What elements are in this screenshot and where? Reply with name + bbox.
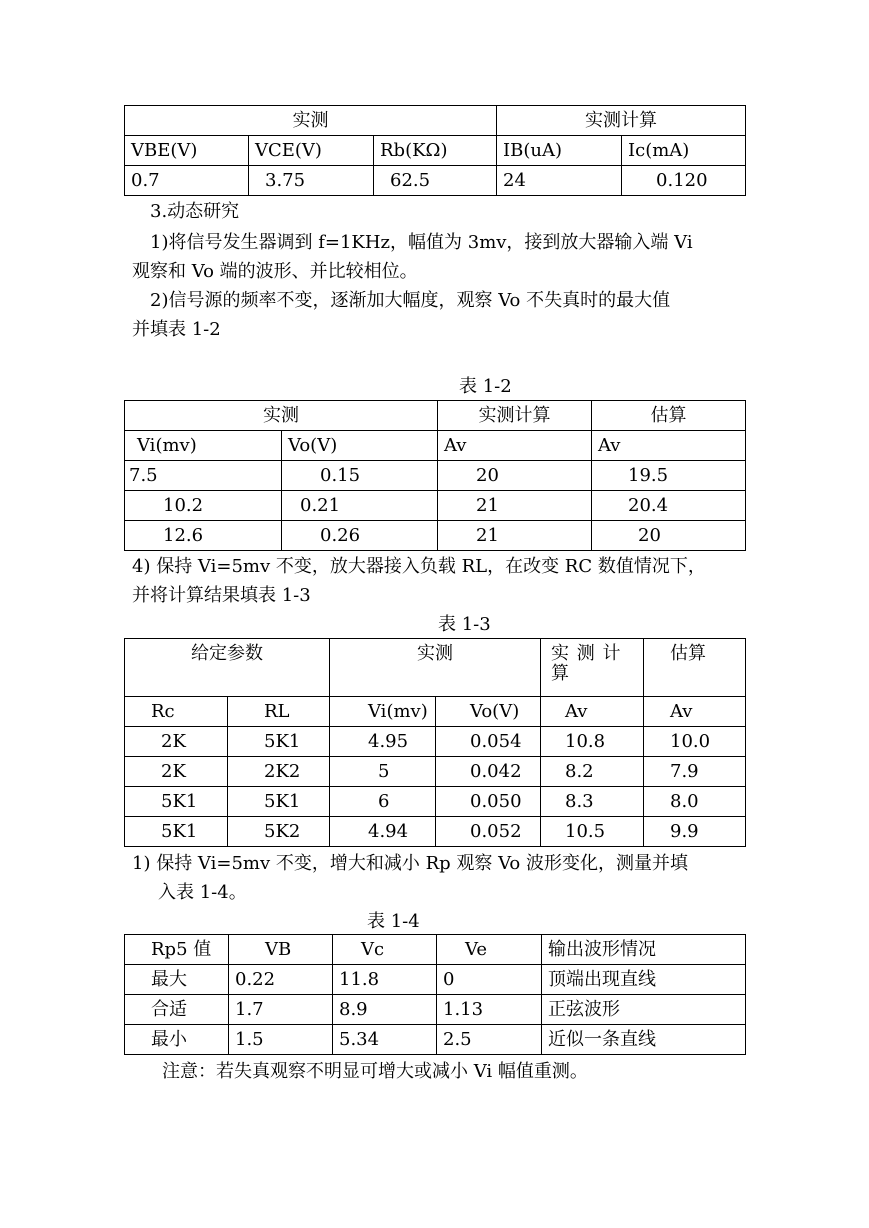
table-caption: 表 1-3 xyxy=(438,614,491,635)
table-cell: 12.6 xyxy=(125,521,282,551)
table-cell: 顶端出现直线 xyxy=(542,965,746,995)
table-cell: 8.2 xyxy=(541,757,644,787)
header-cell: 实测 xyxy=(125,401,438,431)
header-cell: Av xyxy=(438,431,592,461)
table-cell: 0.042 xyxy=(436,757,541,787)
header-cell: Vc xyxy=(333,935,437,965)
table-static-measurement xyxy=(124,105,746,196)
table-header-row xyxy=(125,639,746,697)
header-cell: VBE(V) xyxy=(125,136,249,166)
table-cell: 2K xyxy=(125,757,228,787)
table-cell: 5K1 xyxy=(228,787,330,817)
header-cell: Vo(V) xyxy=(436,697,541,727)
table-cell: 2K2 xyxy=(228,757,330,787)
table-row xyxy=(125,521,746,551)
table-cell: 5K1 xyxy=(125,787,228,817)
table-cell: 0 xyxy=(437,965,542,995)
table-cell: 0.054 xyxy=(436,727,541,757)
table-cell: 最小 xyxy=(125,1025,229,1055)
table-cell: 21 xyxy=(438,521,592,551)
table-cell: 5K1 xyxy=(228,727,330,757)
table-cell: 20 xyxy=(438,461,592,491)
table-cell: 8.9 xyxy=(333,995,437,1025)
table-cell: 19.5 xyxy=(592,461,746,491)
table-cell: 6 xyxy=(330,787,436,817)
table-row xyxy=(125,166,746,196)
paragraph-line: 观察和 Vo 端的波形、并比较相位。 xyxy=(132,261,418,282)
header-cell: Vi(mv) xyxy=(125,431,282,461)
paragraph-line: 并将计算结果填表 1-3 xyxy=(132,585,311,606)
table-1-2 xyxy=(124,400,746,551)
table-cell: 10.8 xyxy=(541,727,644,757)
table-cell: 7.5 xyxy=(125,461,282,491)
table-1-4 xyxy=(124,934,746,1055)
table-cell: 5K1 xyxy=(125,817,228,847)
header-cell: Av xyxy=(644,697,746,727)
table-cell: 正弦波形 xyxy=(542,995,746,1025)
header-cell: 实测计算 xyxy=(497,106,746,136)
table-cell: 1.5 xyxy=(229,1025,333,1055)
header-cell: Ve xyxy=(437,935,542,965)
header-cell: 实测计算 xyxy=(438,401,592,431)
note-text: 注意：若失真观察不明显可增大或减小 Vi 幅值重测。 xyxy=(162,1061,588,1082)
table-caption: 表 1-4 xyxy=(367,911,420,932)
header-cell: 给定参数 xyxy=(125,639,330,697)
table-cell: 24 xyxy=(497,166,622,196)
header-cell: Rb(KΩ) xyxy=(374,136,497,166)
table-cell: 2.5 xyxy=(437,1025,542,1055)
table-cell: 0.22 xyxy=(229,965,333,995)
table-cell: 7.9 xyxy=(644,757,746,787)
table-cell: 0.7 xyxy=(125,166,249,196)
table-cell: 0.120 xyxy=(622,166,746,196)
table-header-row xyxy=(125,106,746,136)
header-cell: Vo(V) xyxy=(282,431,438,461)
table-cell: 最大 xyxy=(125,965,229,995)
header-cell: Av xyxy=(592,431,746,461)
table-cell: 3.75 xyxy=(249,166,374,196)
table-cell: 4.95 xyxy=(330,727,436,757)
table-cell: 5K2 xyxy=(228,817,330,847)
table-cell: 10.2 xyxy=(125,491,282,521)
table-cell: 合适 xyxy=(125,995,229,1025)
table-cell: 0.050 xyxy=(436,787,541,817)
table-cell: 0.052 xyxy=(436,817,541,847)
table-cell: 9.9 xyxy=(644,817,746,847)
table-cell: 近似一条直线 xyxy=(542,1025,746,1055)
header-cell: Av xyxy=(541,697,644,727)
table-row xyxy=(125,787,746,817)
table-cell: 10.0 xyxy=(644,727,746,757)
header-cell: IB(uA) xyxy=(497,136,622,166)
paragraph-line: 入表 1-4。 xyxy=(158,882,247,903)
table-cell: 0.26 xyxy=(282,521,438,551)
table-1-3 xyxy=(124,638,746,847)
section-heading: 3.动态研究 xyxy=(150,201,240,222)
table-header-row xyxy=(125,697,746,727)
header-cell: VB xyxy=(229,935,333,965)
table-cell: 4.94 xyxy=(330,817,436,847)
table-cell: 5.34 xyxy=(333,1025,437,1055)
table-cell: 5 xyxy=(330,757,436,787)
table-header-row xyxy=(125,401,746,431)
table-cell: 1.7 xyxy=(229,995,333,1025)
table-header-row xyxy=(125,431,746,461)
paragraph-line: 4) 保持 Vi=5mv 不变，放大器接入负载 RL，在改变 RC 数值情况下， xyxy=(132,556,706,577)
table-row xyxy=(125,1025,746,1055)
table-header-row xyxy=(125,935,746,965)
table-caption: 表 1-2 xyxy=(459,376,512,397)
header-cell: 实测 xyxy=(125,106,497,136)
table-cell: 10.5 xyxy=(541,817,644,847)
header-cell: 估算 xyxy=(592,401,746,431)
paragraph-line: 1)将信号发生器调到 f=1KHz，幅值为 3mv，接到放大器输入端 Vi xyxy=(150,232,693,253)
header-cell: 实 测 计 算 xyxy=(541,639,644,697)
table-cell: 8.3 xyxy=(541,787,644,817)
paragraph-line: 2)信号源的频率不变，逐渐加大幅度，观察 Vo 不失真时的最大值 xyxy=(150,290,671,311)
table-cell: 0.15 xyxy=(282,461,438,491)
header-cell: 实测 xyxy=(330,639,541,697)
paragraph-line: 1) 保持 Vi=5mv 不变，增大和减小 Rp 观察 Vo 波形变化，测量并填 xyxy=(132,853,688,874)
table-cell: 20.4 xyxy=(592,491,746,521)
header-cell: 输出波形情况 xyxy=(542,935,746,965)
table-cell: 20 xyxy=(592,521,746,551)
table-cell: 2K xyxy=(125,727,228,757)
table-cell: 8.0 xyxy=(644,787,746,817)
table-row xyxy=(125,817,746,847)
table-cell: 11.8 xyxy=(333,965,437,995)
header-cell: Rc xyxy=(125,697,228,727)
header-cell: Vi(mv) xyxy=(330,697,436,727)
table-cell: 0.21 xyxy=(282,491,438,521)
header-cell: RL xyxy=(228,697,330,727)
table-row xyxy=(125,965,746,995)
table-row xyxy=(125,461,746,491)
table-cell: 1.13 xyxy=(437,995,542,1025)
paragraph-line: 并填表 1-2 xyxy=(132,319,221,340)
table-row xyxy=(125,995,746,1025)
table-row xyxy=(125,491,746,521)
header-cell: Rp5 值 xyxy=(125,935,229,965)
table-row xyxy=(125,757,746,787)
table-cell: 21 xyxy=(438,491,592,521)
header-cell: Ic(mA) xyxy=(622,136,746,166)
table-cell: 62.5 xyxy=(374,166,497,196)
header-cell: VCE(V) xyxy=(249,136,374,166)
header-cell: 估算 xyxy=(644,639,746,697)
table-row xyxy=(125,727,746,757)
table-header-row xyxy=(125,136,746,166)
